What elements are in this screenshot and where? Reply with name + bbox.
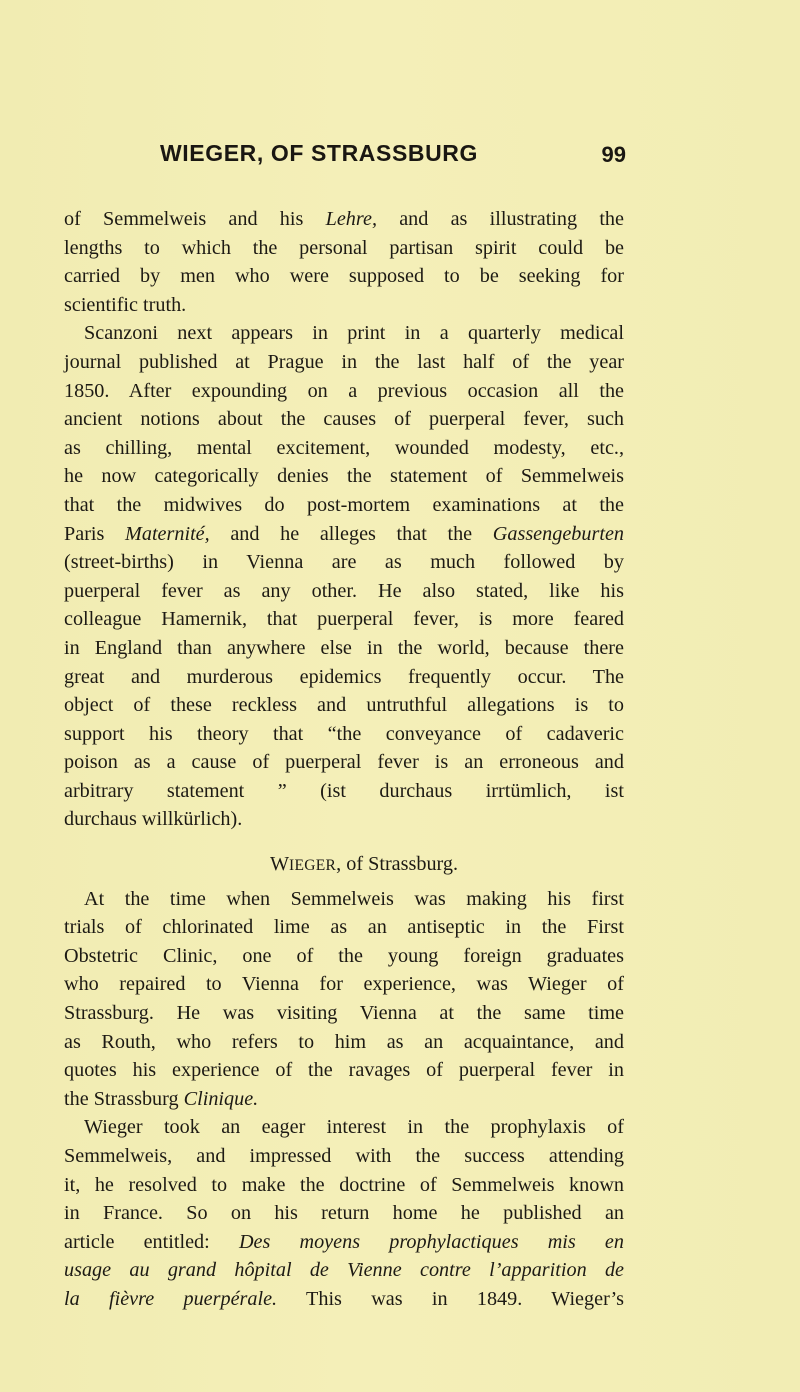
text-line: Wieger took an eager interest in the prophylaxis of: [84, 1116, 624, 1139]
text-line: in France. So on his return home he published an: [64, 1202, 624, 1225]
text-line: At the time when Semmelweis was making his first: [84, 887, 624, 910]
text-line: he now categorically denies the statement of Semmelweis: [64, 465, 624, 488]
text-line: it, he resolved to make the doctrine of Semmelweis known: [64, 1173, 624, 1196]
text-line: the Strassburg Clinique.: [64, 1087, 259, 1110]
text-line: colleague Hamernik, that puerperal fever, is more feared: [64, 608, 624, 631]
text-line: lengths to which the personal partisan spirit could be: [64, 236, 624, 259]
text-line: Scanzoni next appears in print in a quarterly medical: [84, 322, 624, 345]
body-text: [64, 205, 624, 1314]
italic-article-title: usage au grand hôpital de Vienne contre l’apparition de: [64, 1259, 624, 1282]
italic-term-lehre: Lehre,: [325, 208, 377, 230]
text-line: great and murderous epidemics frequently occur. The: [64, 665, 624, 688]
text-line: as Routh, who refers to him as an acquaintance, and: [64, 1030, 624, 1053]
italic-article-title: Des moyens prophylactiques mis en: [238, 1230, 624, 1253]
text-line: arbitrary statement ” (ist durchaus irrtümlich, ist: [64, 779, 624, 802]
text-line: Semmelweis, and impressed with the success attending: [64, 1145, 624, 1167]
page-number: 99: [601, 142, 626, 167]
text-line: support his theory that “the conveyance of cadaveric: [64, 722, 624, 745]
paragraph-wieger-prophylaxis: [64, 1113, 624, 1313]
running-head: [64, 140, 624, 170]
text-line: that the midwives do post-mortem examinations at the: [64, 493, 624, 516]
text-line: of Semmelweis and his Lehre, and as illustrating the: [64, 208, 624, 230]
text-line: puerperal fever as any other. He also stated, like his: [64, 579, 624, 602]
text-line: poison as a cause of puerperal fever is an erroneous and: [64, 751, 624, 774]
text-line: quotes his experience of the ravages of puerperal fever in: [64, 1059, 624, 1082]
text-line: carried by men who were supposed to be seeking for: [64, 265, 624, 288]
italic-article-title: la fièvre puerpérale.: [64, 1287, 278, 1310]
paragraph-wieger-intro: [64, 885, 624, 1114]
italic-term-gassengeburten: Gassengeburten: [492, 522, 624, 545]
text-line: durchaus willkürlich).: [64, 808, 243, 831]
running-title: WIEGER, OF STRASSBURG: [160, 140, 479, 166]
italic-term-maternite: Maternité,: [125, 522, 210, 545]
text-line: trials of chlorinated lime as an antiseptic in the First: [64, 916, 624, 939]
text-line: [64, 1256, 624, 1285]
text-line: article entitled: Des moyens prophylactiques mis en: [64, 1230, 624, 1253]
text-line: in England than anywhere else in the world, because there: [64, 636, 624, 659]
text-line: scientific truth.: [64, 293, 187, 316]
text-line: who repaired to Vienna for experience, was Wieger of: [64, 973, 624, 996]
text-line: journal published at Prague in the last half of the year: [64, 350, 624, 373]
text-line: Obstetric Clinic, one of the young foreign graduates: [64, 944, 624, 967]
paragraph-scanzoni: [64, 319, 624, 834]
text-line: ancient notions about the causes of puerperal fever, such: [64, 408, 624, 431]
text-line: (street-births) in Vienna are as much followed by: [64, 551, 624, 574]
text-line: Paris Maternité, and he alleges that the Gassengeburten: [64, 522, 624, 545]
text-line: 1850. After expounding on a previous occasion all the: [64, 379, 624, 402]
paragraph-continuation: [64, 205, 624, 319]
text-line: object of these reckless and untruthful allegations is to: [64, 694, 624, 717]
text-line: as chilling, mental excitement, wounded modesty, etc.,: [64, 436, 624, 459]
section-heading: WIEGER, of Strassburg.: [269, 853, 459, 876]
italic-term-clinique: Clinique.: [183, 1087, 259, 1110]
text-line: la fièvre puerpérale. This was in 1849. Wieger’s: [64, 1287, 625, 1310]
text-line: Strassburg. He was visiting Vienna at the same time: [64, 1002, 624, 1025]
